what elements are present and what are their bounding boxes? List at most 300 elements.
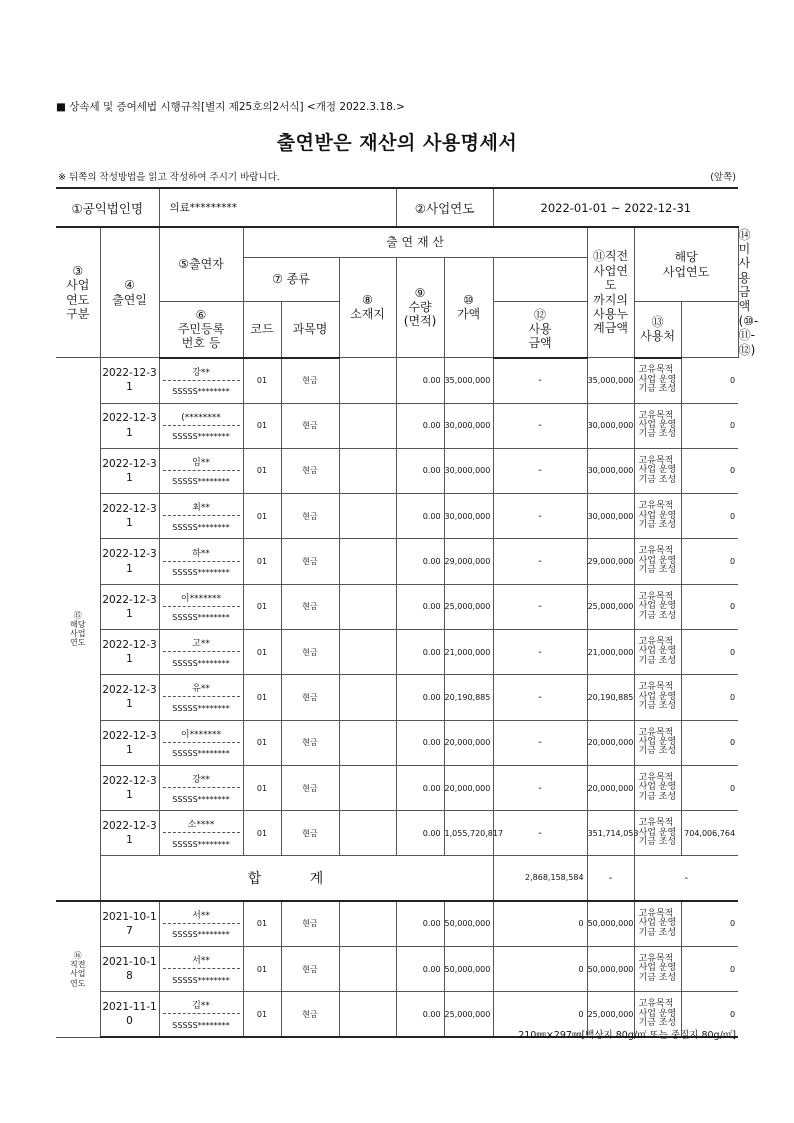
asset-code-text: 01: [256, 421, 268, 431]
donor-id: SSSSS********: [172, 477, 230, 487]
asset-value-text: 25,000,000: [444, 602, 491, 612]
usage-place-text: 고유목적 사업 운영 기금 조성: [638, 455, 677, 485]
prior-cumulative: [493, 946, 587, 991]
asset-quantity: [396, 901, 444, 947]
used-amount-text: 20,000,000: [587, 783, 634, 793]
unused-amount: [681, 448, 738, 493]
asset-location: [339, 494, 396, 539]
col-donated-asset: 출 연 재 산: [243, 227, 587, 257]
donor-name: 이*******: [163, 585, 240, 607]
usage-place-text: 고유목적 사업 운영 기금 조성: [638, 546, 677, 576]
col-value: ⑩ 가액: [444, 257, 493, 358]
donor-cell: [159, 584, 243, 629]
prior-cumulative: [493, 901, 587, 947]
donation-date-text: 2021-11-10: [102, 1001, 157, 1028]
donor-name: 하**: [163, 540, 240, 562]
usage-place: [634, 584, 681, 629]
col-prior-cumulative: ⑪직전 사업연도 까지의 사용누계금액: [587, 227, 634, 358]
asset-value-text: 30,000,000: [444, 511, 491, 521]
usage-place-text: 고유목적 사업 운영 기금 조성: [638, 818, 677, 848]
asset-account: [281, 448, 339, 493]
col-fiscal-section: ③ 사업 연도 구분: [56, 227, 100, 358]
usage-place-text: 고유목적 사업 운영 기금 조성: [638, 591, 677, 621]
prior-cumulative: [493, 584, 587, 629]
used-amount: [587, 675, 634, 720]
total-label: [100, 856, 493, 901]
donation-date-text: 2022-12-31: [102, 684, 157, 711]
donor-id: SSSSS********: [172, 749, 230, 759]
donor-cell: [159, 720, 243, 765]
asset-code-text: 01: [256, 692, 268, 702]
donor-name: (********: [163, 404, 240, 426]
donor-id: SSSSS********: [172, 930, 230, 940]
unused-amount-text: 0: [729, 602, 736, 612]
usage-place: [634, 946, 681, 991]
used-amount-text: 25,000,000: [587, 602, 634, 612]
asset-value-text: 29,000,000: [444, 557, 491, 567]
unused-amount: [681, 720, 738, 765]
section-label: [56, 358, 100, 901]
donor-name: 유**: [163, 675, 240, 697]
usage-place-text: 고유목적 사업 운영 기금 조성: [638, 410, 677, 440]
asset-account-text: 현금: [302, 376, 318, 386]
asset-account: [281, 720, 339, 765]
prior-cumulative: [493, 358, 587, 404]
asset-value: [444, 494, 493, 539]
usage-place-text: 고유목적 사업 운영 기금 조성: [638, 772, 677, 802]
prior-cumulative: [493, 675, 587, 720]
donor-name: 이*******: [163, 721, 240, 743]
donation-date-text: 2022-12-31: [102, 593, 157, 620]
col-usage-place: ⑬ 사용처: [634, 302, 681, 358]
asset-location: [339, 448, 396, 493]
asset-quantity-text: 0.00: [422, 466, 441, 476]
donor-id: SSSSS********: [172, 568, 230, 578]
asset-quantity-text: 0.00: [422, 1009, 441, 1019]
section-label-text: ⑯ 직전 사업 연도: [70, 951, 86, 988]
donor-name: 서**: [163, 947, 240, 969]
asset-code: [243, 992, 281, 1038]
unused-amount: [681, 403, 738, 448]
unused-amount: [681, 811, 738, 856]
prior-cumulative-text: -: [538, 782, 542, 794]
donation-date: [100, 630, 159, 675]
asset-location: [339, 584, 396, 629]
usage-place-text: 고유목적 사업 운영 기금 조성: [638, 365, 677, 395]
asset-code: [243, 403, 281, 448]
used-amount-text: 50,000,000: [587, 964, 634, 974]
used-amount-text: 50,000,000: [587, 919, 634, 929]
asset-value: [444, 946, 493, 991]
asset-quantity: [396, 584, 444, 629]
donation-date-text: 2022-12-31: [102, 412, 157, 439]
asset-location: [339, 811, 396, 856]
asset-code: [243, 358, 281, 404]
donor-cell: [159, 675, 243, 720]
donor-id: SSSSS********: [172, 522, 230, 532]
donor-cell: [159, 403, 243, 448]
table-row: [56, 539, 738, 584]
col-donor: ⑤출연자: [159, 227, 243, 302]
table-row: [56, 448, 738, 493]
used-amount: [587, 448, 634, 493]
unused-amount-text: 0: [729, 919, 736, 929]
prior-cumulative-text: -: [538, 691, 542, 703]
donation-date: [100, 584, 159, 629]
header-row-1: ③ 사업 연도 구분 ④ 출연일 ⑤출연자 출 연 재 산 ⑪직전 사업연도 까지의 사용누계금액 해당 사업연도 ⑭ 미사용 금액 (⑩-⑪-⑫): [56, 227, 738, 257]
unused-amount: [681, 584, 738, 629]
corp-name-label: ①공익법인명: [56, 188, 159, 227]
total-prior: [587, 856, 634, 901]
asset-account-text: 현금: [302, 692, 318, 702]
asset-value-text: 20,000,000: [444, 738, 491, 748]
asset-quantity-text: 0.00: [422, 647, 441, 657]
instruction-note: ※ 뒤쪽의 작성방법을 읽고 작성하여 주시기 바랍니다.: [58, 172, 280, 183]
asset-value: [444, 992, 493, 1038]
usage-place-text: 고유목적 사업 운영 기금 조성: [638, 908, 677, 938]
prior-cumulative-text: -: [538, 510, 542, 522]
prior-cumulative: [493, 811, 587, 856]
asset-quantity: [396, 765, 444, 810]
asset-account: [281, 539, 339, 584]
asset-quantity: [396, 358, 444, 404]
asset-code: [243, 630, 281, 675]
used-amount-text: 30,000,000: [587, 466, 634, 476]
usage-place-text: 고유목적 사업 운영 기금 조성: [638, 682, 677, 712]
donor-cell: [159, 992, 243, 1038]
usage-statement-table: [56, 187, 759, 1038]
asset-account: [281, 584, 339, 629]
donation-date: [100, 675, 159, 720]
col-code: 코드: [243, 302, 281, 358]
asset-value: [444, 811, 504, 856]
donor-id: SSSSS********: [172, 975, 230, 985]
unused-amount-text: 0: [729, 466, 736, 476]
prior-cumulative-text: -: [538, 646, 542, 658]
donor-name: 강**: [163, 359, 240, 381]
unused-amount-text: 0: [729, 738, 736, 748]
total-value-text: 2,868,158,584: [525, 873, 584, 883]
asset-quantity-text: 0.00: [422, 783, 441, 793]
asset-account: [281, 901, 339, 947]
donor-id: SSSSS********: [172, 658, 230, 668]
asset-location: [339, 403, 396, 448]
donor-cell: [159, 539, 243, 584]
donor-name: 최**: [163, 494, 240, 516]
asset-quantity-text: 0.00: [422, 421, 441, 431]
asset-quantity: [396, 539, 444, 584]
total-label-text: 합 계: [247, 871, 346, 888]
asset-value: [444, 765, 493, 810]
donor-cell: [159, 765, 243, 810]
donor-id: SSSSS********: [172, 839, 230, 849]
asset-value: [444, 358, 493, 404]
section-label: [56, 901, 100, 1037]
asset-code-text: 01: [256, 557, 268, 567]
asset-code-text: 01: [256, 783, 268, 793]
col-location: ⑧ 소재지: [339, 257, 396, 358]
asset-code-text: 01: [256, 511, 268, 521]
used-amount: [587, 584, 634, 629]
prior-cumulative: [493, 448, 587, 493]
prior-cumulative-text: 0: [578, 919, 584, 929]
donation-date-text: 2022-12-31: [102, 548, 157, 575]
donation-date: [100, 720, 159, 765]
asset-value: [444, 630, 493, 675]
table-row: [56, 675, 738, 720]
usage-place: [634, 494, 681, 539]
asset-quantity: [396, 630, 444, 675]
donor-id: SSSSS********: [172, 1020, 230, 1030]
donor-cell: [159, 901, 243, 947]
table-row: [56, 403, 738, 448]
asset-code: [243, 946, 281, 991]
unused-amount-text: 0: [729, 692, 736, 702]
used-amount: [587, 765, 634, 810]
used-amount: [587, 358, 634, 404]
usage-place: [634, 720, 681, 765]
used-amount: [587, 901, 634, 947]
usage-place: [634, 630, 681, 675]
donation-date: [100, 811, 159, 856]
prior-cumulative: [493, 765, 587, 810]
col-account: 과목명: [281, 302, 339, 358]
donation-date-text: 2022-12-31: [102, 729, 157, 756]
asset-code: [243, 811, 281, 856]
asset-account-text: 현금: [302, 602, 318, 612]
total-row: [56, 856, 738, 901]
asset-quantity: [396, 946, 444, 991]
prior-cumulative: [493, 630, 587, 675]
asset-value: [444, 448, 493, 493]
asset-account: [281, 403, 339, 448]
col-current-year: 해당 사업연도: [634, 227, 738, 302]
asset-code-text: 01: [256, 919, 268, 929]
donation-date: [100, 539, 159, 584]
unused-amount-text: 0: [729, 511, 736, 521]
used-amount-text: 30,000,000: [587, 511, 634, 521]
used-amount-text: 30,000,000: [587, 421, 634, 431]
asset-value: [444, 584, 493, 629]
unused-amount: [681, 358, 738, 404]
asset-quantity-text: 0.00: [422, 738, 441, 748]
table-row: [56, 630, 738, 675]
unused-amount: [681, 946, 738, 991]
asset-value: [444, 675, 493, 720]
donation-date: [100, 765, 159, 810]
donor-name: 강**: [163, 766, 240, 788]
unused-amount: [681, 539, 738, 584]
asset-quantity: [396, 675, 444, 720]
asset-quantity: [396, 811, 444, 856]
prior-cumulative-text: 0: [578, 1009, 584, 1019]
asset-quantity: [396, 448, 444, 493]
unused-amount-text: 0: [729, 964, 736, 974]
asset-quantity-text: 0.00: [422, 602, 441, 612]
asset-quantity-text: 0.00: [422, 828, 441, 838]
asset-value-text: 25,000,000: [444, 1009, 491, 1019]
donor-name: 김**: [163, 992, 240, 1014]
donor-cell: [159, 946, 243, 991]
asset-value: [444, 901, 493, 947]
asset-location: [339, 675, 396, 720]
asset-value-text: 50,000,000: [444, 964, 491, 974]
asset-code-text: 01: [256, 376, 268, 386]
asset-code: [243, 584, 281, 629]
prior-cumulative: [493, 720, 587, 765]
asset-value-text: 20,000,000: [444, 783, 491, 793]
asset-code-text: 01: [256, 1009, 268, 1019]
asset-value-text: 21,000,000: [444, 647, 491, 657]
asset-quantity-text: 0.00: [422, 692, 441, 702]
unused-amount: [681, 494, 738, 539]
donor-id: SSSSS********: [172, 794, 230, 804]
table-row: [56, 358, 738, 404]
asset-value-text: 50,000,000: [444, 919, 491, 929]
used-amount-text: 351,714,053: [587, 828, 639, 838]
table-row: [56, 811, 738, 856]
table-row: [56, 494, 738, 539]
used-amount-text: 25,000,000: [587, 1009, 634, 1019]
asset-account-text: 현금: [302, 783, 318, 793]
asset-account-text: 현금: [302, 964, 318, 974]
asset-location: [339, 720, 396, 765]
asset-account: [281, 765, 339, 810]
prior-cumulative-text: -: [538, 737, 542, 749]
used-amount-text: 29,000,000: [587, 557, 634, 567]
asset-account: [281, 811, 339, 856]
donation-date: [100, 494, 159, 539]
asset-quantity: [396, 720, 444, 765]
donor-id: SSSSS********: [172, 432, 230, 442]
donation-date: [100, 946, 159, 991]
used-amount: [587, 946, 634, 991]
fiscal-year-label: ②사업연도: [396, 188, 493, 227]
used-amount: [587, 811, 639, 856]
usage-place: [634, 901, 681, 947]
unused-amount-text: 0: [729, 783, 736, 793]
donor-id: SSSSS********: [172, 703, 230, 713]
asset-code-text: 01: [256, 647, 268, 657]
table-row: [56, 901, 738, 947]
prior-cumulative-text: -: [538, 420, 542, 432]
used-amount: [587, 539, 634, 584]
donation-date-text: 2022-12-31: [102, 638, 157, 666]
corp-name-value: 의료*********: [159, 188, 396, 227]
donation-date-text: 2021-10-18: [102, 955, 157, 983]
asset-quantity-text: 0.00: [422, 919, 441, 929]
asset-location: [339, 539, 396, 584]
unused-amount-text: 0: [729, 647, 736, 657]
donor-id: SSSSS********: [172, 387, 230, 397]
used-amount-text: 21,000,000: [587, 647, 634, 657]
asset-quantity: [396, 494, 444, 539]
prior-cumulative: [493, 539, 587, 584]
asset-quantity: [396, 403, 444, 448]
total-used-text: -: [684, 872, 689, 884]
asset-account-text: 현금: [302, 511, 318, 521]
form-title: 출연받은 재산의 사용명세서: [276, 132, 518, 154]
asset-code-text: 01: [256, 828, 268, 838]
unused-amount-text: 0: [729, 375, 736, 385]
table-row: [56, 765, 738, 810]
asset-code-text: 01: [256, 602, 268, 612]
asset-code-text: 01: [256, 466, 268, 476]
prior-cumulative-text: -: [538, 375, 542, 387]
donation-date-text: 2022-12-31: [102, 457, 157, 484]
asset-code-text: 01: [256, 738, 268, 748]
total-prior-text: -: [608, 872, 613, 884]
asset-account: [281, 494, 339, 539]
donor-cell: [159, 630, 243, 675]
donation-date: [100, 358, 159, 404]
unused-amount-text: 0: [729, 1009, 736, 1019]
usage-place: [634, 403, 681, 448]
section-label-text: ⑮ 해당 사업 연도: [70, 610, 86, 648]
col-asset-type: ⑦ 종류: [243, 257, 339, 302]
total-used: [634, 856, 738, 901]
total-value: [493, 856, 587, 901]
asset-account-text: 현금: [302, 919, 318, 929]
donation-date: [100, 403, 159, 448]
asset-account-text: 현금: [302, 647, 318, 657]
asset-value-text: 1,055,720,817: [444, 828, 504, 838]
asset-code: [243, 675, 281, 720]
donor-cell: [159, 811, 243, 856]
page-side-label: (앞쪽): [710, 172, 736, 183]
donation-date: [100, 901, 159, 947]
asset-location: [339, 992, 396, 1038]
asset-location: [339, 765, 396, 810]
usage-place-text: 고유목적 사업 운영 기금 조성: [638, 501, 677, 530]
asset-account-text: 현금: [302, 557, 318, 567]
usage-place-text: 고유목적 사업 운영 기금 조성: [638, 953, 677, 983]
unused-amount-text: 0: [729, 421, 736, 431]
asset-code: [243, 901, 281, 947]
asset-code: [243, 494, 281, 539]
asset-code: [243, 720, 281, 765]
law-reference: ■ 상속세 및 증여세법 시행규칙[별지 제25호의2서식] <개정 2022.3.18.>: [56, 101, 405, 113]
asset-location: [339, 946, 396, 991]
asset-account: [281, 946, 339, 991]
donation-date: [100, 992, 159, 1038]
prior-cumulative-text: -: [538, 601, 542, 613]
prior-cumulative-text: -: [538, 465, 542, 477]
used-amount: [587, 720, 634, 765]
usage-place-text: 고유목적 사업 운영 기금 조성: [638, 636, 677, 666]
asset-location: [339, 901, 396, 947]
col-donation-date: ④ 출연일: [100, 227, 159, 358]
asset-quantity-text: 0.00: [422, 557, 441, 567]
used-amount: [587, 630, 634, 675]
prior-cumulative: [493, 403, 587, 448]
usage-place: [634, 675, 681, 720]
used-amount-text: 20,190,885: [587, 692, 634, 702]
usage-place: [634, 539, 681, 584]
asset-quantity-text: 0.00: [422, 375, 441, 385]
asset-location: [339, 358, 396, 404]
asset-code: [243, 539, 281, 584]
donor-name: 고**: [163, 630, 240, 652]
donor-cell: [159, 358, 243, 404]
donation-date-text: 2021-10-17: [102, 910, 157, 937]
asset-code: [243, 765, 281, 810]
asset-account-text: 현금: [302, 828, 318, 838]
donor-name: 임**: [163, 449, 240, 471]
asset-value-text: 20,190,885: [444, 692, 491, 702]
col-resident-id: ⑥ 주민등록 번호 등: [159, 302, 243, 358]
col-quantity: ⑨ 수량 (면적): [396, 257, 444, 358]
